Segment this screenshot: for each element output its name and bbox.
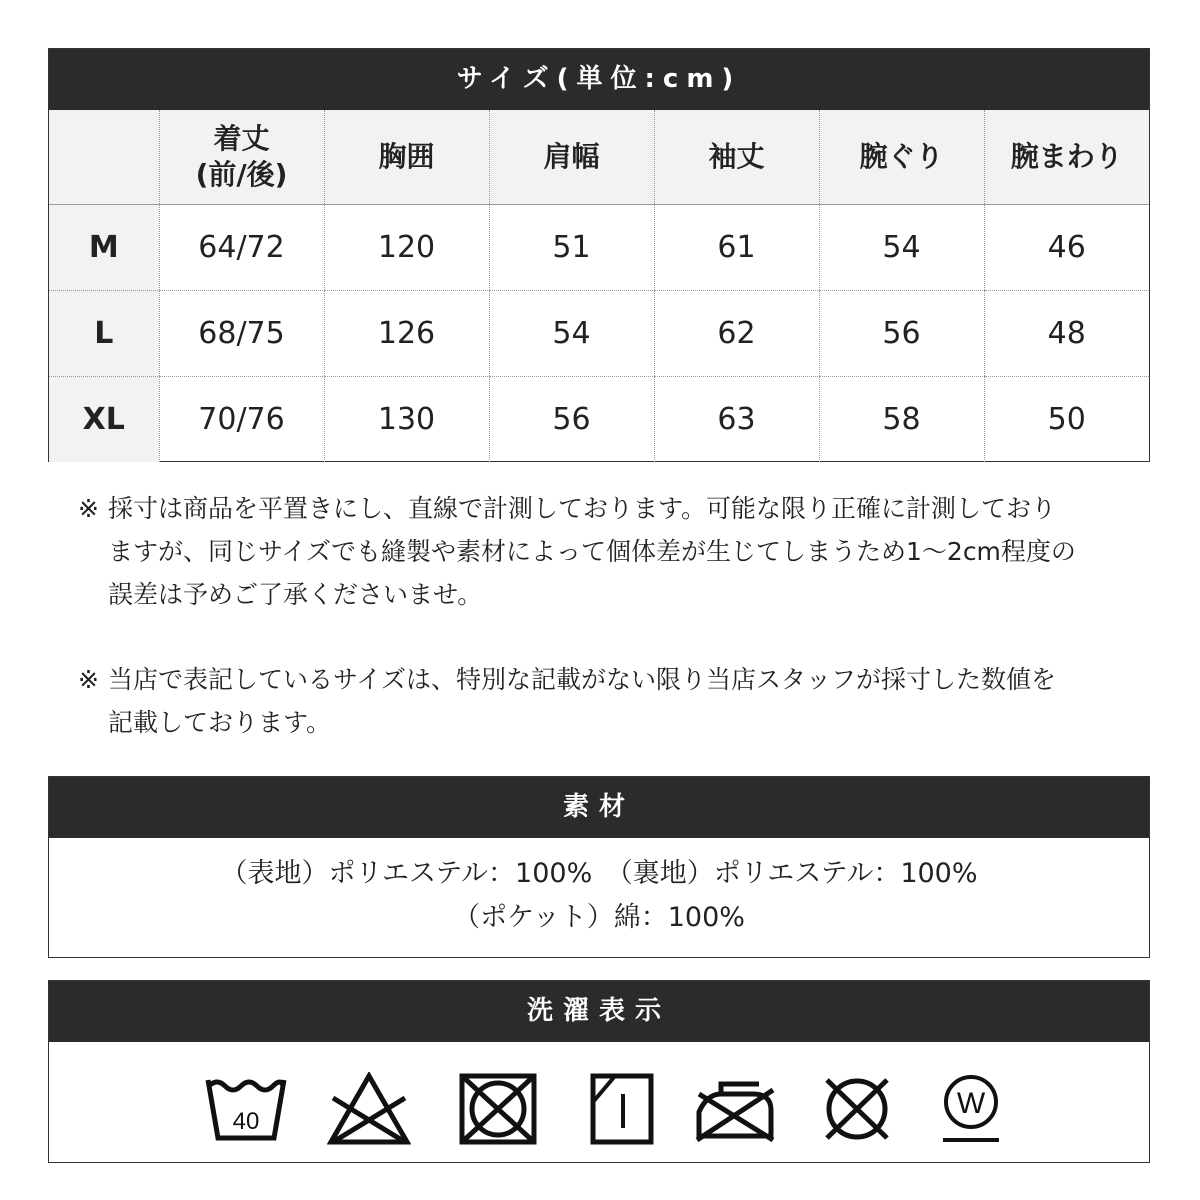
table-cell: 120 — [324, 205, 489, 291]
table-cell: 54 — [489, 291, 654, 377]
table-cell: 56 — [819, 291, 984, 377]
care-title: 洗濯表示 — [49, 981, 1149, 1042]
header-length-sub: (前/後) — [195, 158, 288, 191]
table-cell: 63 — [654, 377, 819, 463]
size-table-panel — [48, 48, 1150, 462]
no-bleach-icon — [327, 1072, 411, 1146]
material-line-1: （表地）ポリエステル：100% （裏地）ポリエステル：100% — [220, 858, 978, 889]
header-shoulder: 肩幅 — [489, 110, 654, 205]
header-chest: 胸囲 — [324, 110, 489, 205]
no-dry-clean-icon — [815, 1072, 899, 1146]
wash-temperature: 40 — [232, 1108, 260, 1135]
table-cell: 58 — [819, 377, 984, 463]
table-cell: 130 — [324, 377, 489, 463]
wet-clean-icon — [929, 1072, 1013, 1146]
table-cell: 56 — [489, 377, 654, 463]
note-text: 当店で表記しているサイズは、特別な記載がない限り当店スタッフが採寸した数値を記載しております。 — [108, 665, 1057, 737]
table-cell: 48 — [984, 291, 1149, 377]
size-note — [78, 658, 1078, 744]
table-cell: 126 — [324, 291, 489, 377]
header-length — [159, 110, 324, 205]
table-cell: 51 — [489, 205, 654, 291]
wash-40-icon — [204, 1072, 288, 1146]
table-row — [49, 205, 1149, 291]
table-cell: 70/76 — [159, 377, 324, 463]
table-row — [49, 291, 1149, 377]
size-table-header-row — [49, 110, 1149, 205]
material-title: 素材 — [49, 777, 1149, 838]
table-cell: 62 — [654, 291, 819, 377]
size-label: L — [49, 291, 159, 377]
material-line-2: （ポケット）綿：100% — [453, 902, 745, 933]
table-cell: 68/75 — [159, 291, 324, 377]
table-cell: 50 — [984, 377, 1149, 463]
table-cell: 64/72 — [159, 205, 324, 291]
size-label: M — [49, 205, 159, 291]
line-dry-shade-icon — [581, 1072, 665, 1146]
table-row — [49, 377, 1149, 463]
table-cell: 61 — [654, 205, 819, 291]
table-cell: 46 — [984, 205, 1149, 291]
header-armhole: 腕ぐり — [819, 110, 984, 205]
no-tumble-dry-icon — [456, 1072, 540, 1146]
note-mark: ※ — [78, 494, 99, 523]
measurement-note — [78, 487, 1078, 616]
size-label: XL — [49, 377, 159, 463]
header-sleeve: 袖丈 — [654, 110, 819, 205]
note-mark: ※ — [78, 665, 99, 694]
header-empty-cell — [49, 110, 159, 205]
size-table — [49, 110, 1149, 462]
no-iron-icon — [693, 1072, 777, 1146]
size-table-title: サイズ(単位:cm) — [49, 49, 1149, 110]
material-panel — [48, 776, 1150, 958]
header-length-line: 着丈 — [213, 122, 270, 155]
table-cell: 54 — [819, 205, 984, 291]
header-arm-circumference: 腕まわり — [984, 110, 1149, 205]
wet-clean-letter: W — [956, 1087, 986, 1120]
note-text: 採寸は商品を平置きにし、直線で計測しております。可能な限り正確に計測しておりますが、同じサイズでも縫製や素材によって個体差が生じてしまうため1〜2cm程度の誤差は予めご了承くださいませ。 — [108, 494, 1076, 609]
care-panel — [48, 980, 1150, 1163]
care-icons — [49, 1042, 1149, 1162]
